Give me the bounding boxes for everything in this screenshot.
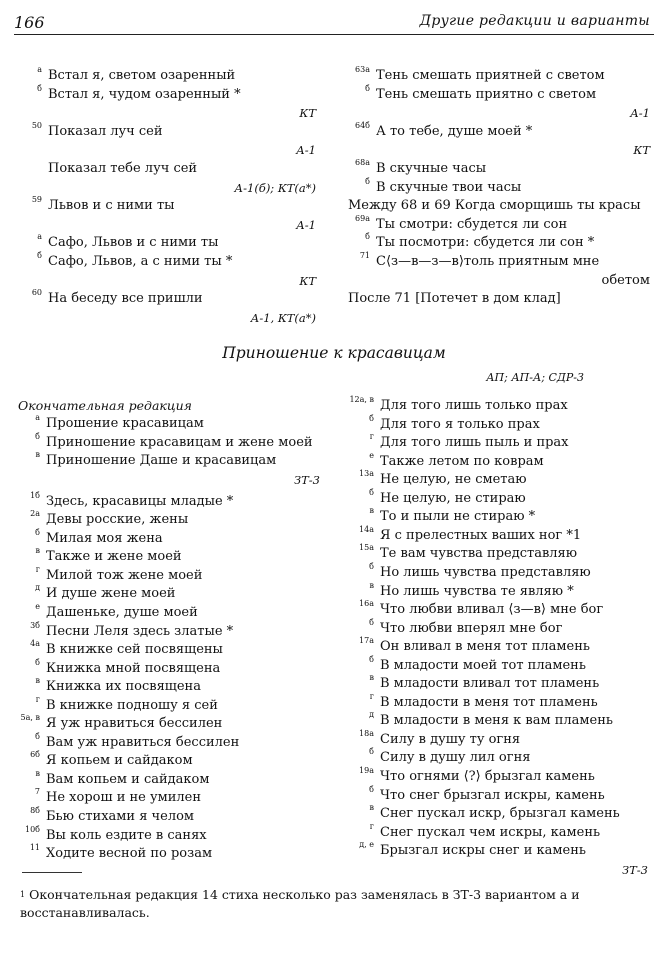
verse-line: В младости в меня к вам пламень [380,713,613,729]
line-marker: б [365,83,370,93]
verse-line: В книжке сей посвящены [46,642,223,658]
line-marker: б [35,731,40,741]
line-marker: 18а [359,728,374,738]
line-marker: 10б [25,824,40,834]
verse-line: Тень смешать приятно с светом [376,86,597,102]
verse-line: Встал я, чудом озаренный * [48,86,241,102]
line-marker: 6б [30,750,40,760]
line-marker: а [37,65,42,74]
line-marker: 69а [355,213,370,223]
line-marker: 4а [30,639,40,649]
line-marker: 15а [359,543,374,553]
verse-line: В книжке подношу я сей [46,697,218,713]
line-marker: д [35,583,40,593]
verse-line: Я копьем и сайдаком [46,753,193,769]
line-marker: 12а, в [349,395,374,404]
verse-line: Я уж нравиться бессилен [46,716,223,732]
line-marker: б [37,251,42,260]
verse-line: Сафо, Львов и с ними ты [48,235,219,251]
line-marker: 11 [29,843,40,853]
verse-line: Что любви вперял мне бог [380,620,563,636]
verse-line: Вы коль ездите в санях [46,827,207,843]
line-marker: 59 [31,195,42,205]
poem-title: Приношение к красавицам [222,344,446,362]
footnote [20,886,640,922]
source-siglum: ЗТ-3 [293,472,320,487]
line-marker: б [35,431,40,441]
line-marker: г [369,432,374,442]
verse-line: Не целую, не сметаю [380,472,527,488]
verse-line: В младости в меня тот пламень [380,694,598,710]
verse-line: Прошение красавицам [46,416,204,431]
line-marker: 14а [359,524,374,534]
verse-line: В скучные твои часы [376,179,522,195]
line-marker: д [369,710,374,720]
verse-line: Вам копьем и сайдаком [46,771,210,787]
line-marker: б [369,747,374,757]
line-marker: а [35,413,40,422]
verse-line: Я с прелестных ваших ног *1 [380,527,582,543]
verse-line: Брызгал искры снег и камень [380,843,586,859]
line-continuation: обетом [601,272,650,288]
running-title: Другие редакции и варианты [419,13,650,29]
line-marker: а [37,232,42,242]
verse-line: Сафо, Львов, а с ними ты * [48,254,233,269]
line-marker: в [369,673,374,683]
line-marker: б [369,617,374,627]
line-marker: б [37,83,42,93]
source-siglum: КТ [299,106,316,121]
line-marker: в [35,546,40,556]
verse-line: Ты смотри: сбудется ли сон [376,216,568,232]
line-marker: 71 [359,251,370,260]
line-marker: в [369,506,374,516]
verse-line: Силу в душу ту огня [380,731,521,747]
verse-line: Что любви вливал ⟨з—в⟩ мне бог [380,602,604,618]
verse-line: Здесь, красавицы младые * [46,493,234,509]
verse-line: Показал тебе луч сей [48,161,198,176]
line-marker: е [35,601,40,611]
line-marker: б [35,657,40,667]
line-marker: 60 [31,288,42,298]
verse-line: Ты посмотри: сбудется ли сон * [376,235,595,251]
verse-line: Для того лишь только прах [380,398,568,413]
verse-line: А то тебе, душе моей * [376,123,533,139]
verse-line: На беседу все пришли [48,291,203,307]
verse-line: С⟨з—в—з—в⟩толь приятным мне [376,254,600,269]
verse-line: Песни Леля здесь златые * [46,623,234,639]
line-marker: г [369,691,374,701]
verse-line: Что снег брызгал искры, камень [380,787,605,803]
line-marker: б [369,654,374,664]
verse-line: Девы росские, жены [46,512,189,528]
line-marker: б [369,487,374,497]
variant-line: Между 68 и 69 Когда сморщишь ты красы [348,198,641,214]
line-marker: г [369,821,374,831]
line-marker: 63а [355,65,370,74]
footnote-mark: 1 [20,890,26,899]
running-header [14,12,654,35]
verse-line: Что огнями ⟨?⟩ брызгал камень [380,769,595,784]
verse-line: Львов и с ними ты [48,198,175,214]
left-heading: Окончательная редакция [18,398,192,413]
verse-line: Также летом по коврам [380,453,544,469]
line-marker: е [369,450,374,460]
verse-line: Приношение красавицам и жене моей [46,434,313,450]
verse-line: В младости моей тот пламень [380,657,586,673]
verse-line: Он вливал в меня тот пламень [380,639,590,655]
verse-line: Милой тож жене моей [46,567,203,583]
line-marker: в [369,580,374,590]
verse-line: То и пыли не стираю * [380,509,536,525]
line-marker: б [35,527,40,537]
line-marker: б [365,232,370,242]
line-marker: 8б [30,806,40,815]
verse-line: Бью стихами я челом [46,809,195,824]
line-marker: г [35,694,40,704]
verse-line: В скучные часы [376,161,487,176]
line-marker: б [369,784,374,794]
verse-line: Тень смешать приятней с светом [376,68,605,83]
page-number: 166 [14,13,45,32]
line-marker: 5а, в [20,713,40,723]
line-marker: 50 [31,120,42,130]
verse-line: Книжка их посвящена [46,679,201,695]
line-marker: 2а [30,509,40,519]
line-marker: 17а [359,636,374,646]
line-marker: в [35,768,40,778]
source-siglum: А-1 [296,217,316,232]
verse-line: И душе жене моей [46,586,176,602]
source-siglum: КТ [633,143,650,158]
verse-line: Также и жене моей [46,549,182,565]
line-marker: в [35,676,40,686]
source-siglum: КТ [299,273,316,288]
line-marker: 3б [30,620,40,630]
source-siglum: А-1, КТ(а*) [250,310,316,325]
line-marker: 19а [359,766,374,775]
footnote-text: Окончательная редакция 14 стиха несколько раз заменялась в ЗТ-3 вариантом а и восстанавливалась. [20,887,580,920]
line-marker: б [369,561,374,571]
line-marker: 16а [359,599,374,609]
verse-line: Встал я, светом озаренный [48,68,236,83]
line-marker: 68а [355,158,370,167]
verse-line: Приношение Даше и красавицам [46,453,277,469]
variant-line: После 71 [Потечет в дом клад] [348,291,561,307]
line-marker: 7 [34,787,40,797]
verse-line: Не целую, не стираю [380,490,526,506]
line-marker: в [35,450,40,460]
verse-line: В младости вливал тот пламень [380,676,600,692]
verse-line: Милая моя жена [46,530,163,546]
line-marker: б [369,413,374,423]
line-marker: 64б [355,120,370,130]
verse-line: Для того лишь пыль и прах [380,435,569,451]
line-marker: 1б [30,490,40,500]
line-marker: 13а [359,469,374,479]
verse-line: Но лишь чувства представляю [380,564,591,580]
verse-line: Для того я только прах [380,416,540,432]
verse-line: Но лишь чувства те являю * [380,583,574,599]
verse-line: Показал луч сей [48,123,163,139]
source-siglum: А-1 [630,106,650,121]
footnote-rule [22,872,82,873]
verse-line: Снег пускал искр, брызгал камень [380,806,620,822]
source-siglum: ЗТ-3 [621,862,648,877]
verse-line: Книжка мной посвящена [46,660,221,676]
line-marker: б [365,176,370,186]
poem-sources: АП; АП-А; СДР-3 [486,371,584,384]
verse-line: Вам уж нравиться бессилен [46,734,240,750]
line-marker: д, е [359,840,374,850]
verse-line: Не хорош и не умилен [46,790,202,806]
verse-line: Дашеньке, душе моей [46,604,198,620]
verse-line: Снег пускал чем искры, камень [380,824,601,840]
verse-line: Те вам чувства представляю [380,546,578,562]
source-siglum: А-1(б); КТ(а*) [234,180,316,195]
line-marker: г [35,564,40,574]
verse-line: Силу в душу лил огня [380,750,531,766]
verse-line: Ходите весной по розам [46,846,213,862]
source-siglum: А-1 [296,143,316,158]
line-marker: в [369,803,374,813]
